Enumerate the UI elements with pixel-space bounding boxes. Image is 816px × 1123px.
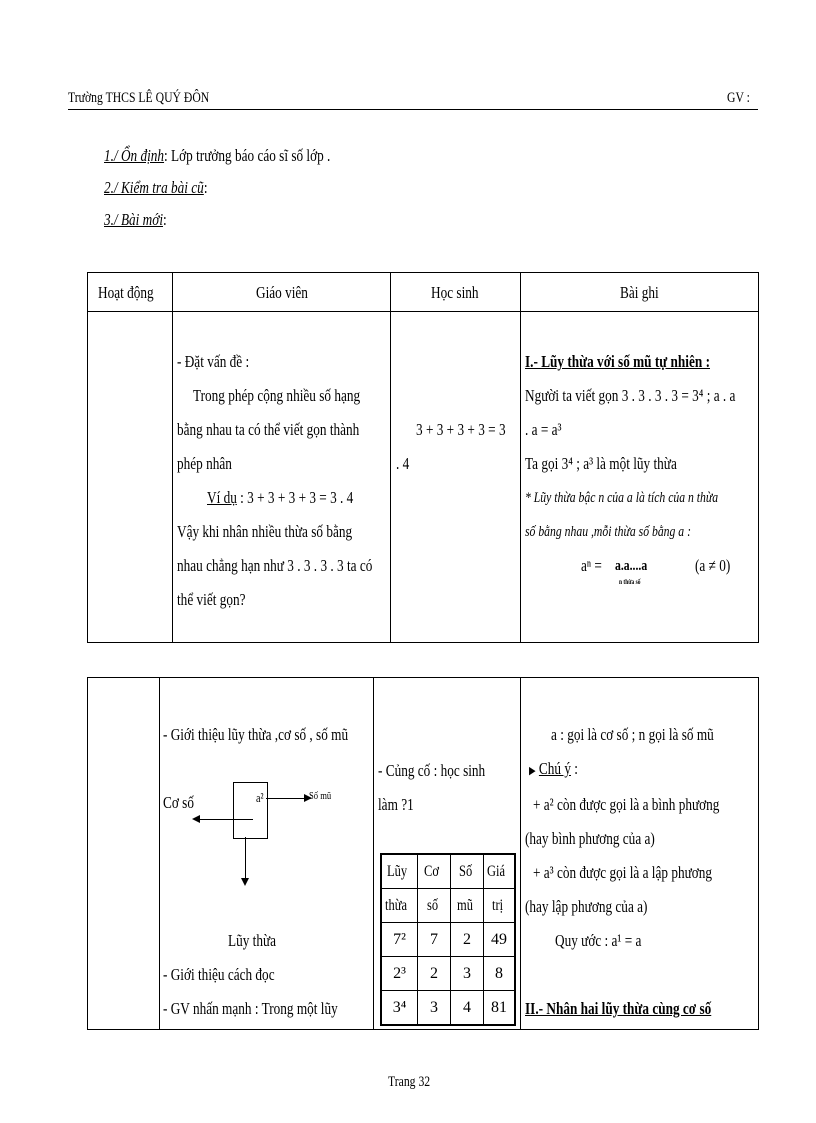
notes-content: I.- Lũy thừa với số mũ tự nhiên : Người ta viết gọn 3 . 3 . 3 . 3 = 3⁴ ; a . a . a = a³ Ta gọi 3⁴ ; a³ là một lũy thừa * Lũy thừa bậc n của a là tích của n thừa số bằng nhau ,mỗi thừa số bằng a : aⁿ = a.a....a n thừa số (a ≠ 0) — [525, 352, 736, 586]
header-rule — [68, 109, 758, 110]
teacher-intro: - Giới thiệu lũy thừa ,cơ số , số mũ — [163, 725, 349, 744]
teacher-label: GV : — [727, 90, 750, 106]
teacher-read: - Giới thiệu cách đọc — [163, 965, 275, 984]
student-task-2: làm ?1 — [378, 795, 414, 814]
arrow-left-head-icon — [192, 815, 200, 823]
lesson-table-2 — [87, 677, 759, 1030]
base-label: Cơ số — [163, 793, 194, 812]
arrow-to-base — [198, 819, 253, 820]
header-notes: Bài ghi — [620, 283, 659, 302]
col-header-power: Lũy — [382, 855, 418, 889]
col-header-base: Cơ — [418, 855, 451, 889]
power-symbol: a² — [256, 790, 264, 805]
exercise-table: Lũy Cơ Số Giá thừa số mũ trị 7² 7 2 49 2³ 2 3 8 3⁴ 3 4 81 — [380, 853, 516, 1026]
col-header-value: Giá — [484, 855, 515, 889]
intro-item-2: 2./ Kiểm tra bài cũ: — [104, 178, 208, 197]
intro-item-1: 1./ Ổn định: Lớp trưởng báo cáo sĩ số lớp . — [104, 146, 331, 165]
page-number: Trang 32 — [388, 1074, 431, 1090]
school-name: Trường THCS LÊ QUÝ ĐÔN — [68, 90, 210, 106]
student-task-1: - Củng cố : học sinh — [378, 761, 486, 780]
col-header-exp: Số — [451, 855, 484, 889]
student-content: 3 + 3 + 3 + 3 = 3 . 4 — [396, 420, 506, 473]
arrow-to-exponent — [266, 798, 306, 799]
intro-item-3: 3./ Bài mới: — [104, 210, 167, 229]
header-teacher: Giáo viên — [256, 283, 308, 302]
exponent-label: Số mũ — [309, 790, 332, 802]
arrow-right-head-icon — [304, 794, 312, 802]
teacher-emphasis: - GV nhấn mạnh : Trong một lũy — [163, 999, 338, 1018]
teacher-content: - Đặt vấn đề : Trong phép cộng nhiều số hạng bằng nhau ta có thể viết gọn thành phép nhân Ví dụ : 3 + 3 + 3 + 3 = 3 . 4 Vậy khi nhân nhiều thừa số bằng nhau chẳng hạn như 3 . 3 . 3 . 3 ta có thể viết gọn? — [177, 352, 373, 609]
table-row: 2³ 2 3 8 — [382, 957, 515, 991]
header-activity: Hoạt động — [98, 283, 154, 302]
power-label: Lũy thừa — [228, 931, 277, 950]
triangle-bullet-icon: ▶ — [529, 765, 536, 777]
notes-content-2: a : gọi là cơ số ; n gọi là số mũ ▶ Chú ý : + a² còn được gọi là a bình phương (hay bình phương của a) + a³ còn được gọi là a lập phương (hay lập phương của a) Quy ước : a¹ = a II.- Nhân hai lũy thừa cùng cơ số — [525, 725, 720, 1018]
header-student: Học sinh — [431, 283, 479, 302]
arrow-to-power — [245, 837, 246, 881]
table-row: 7² 7 2 49 — [382, 923, 515, 957]
lesson-table-1 — [87, 272, 759, 643]
arrow-down-head-icon — [241, 878, 249, 886]
table-row: 3⁴ 3 4 81 — [382, 991, 515, 1025]
